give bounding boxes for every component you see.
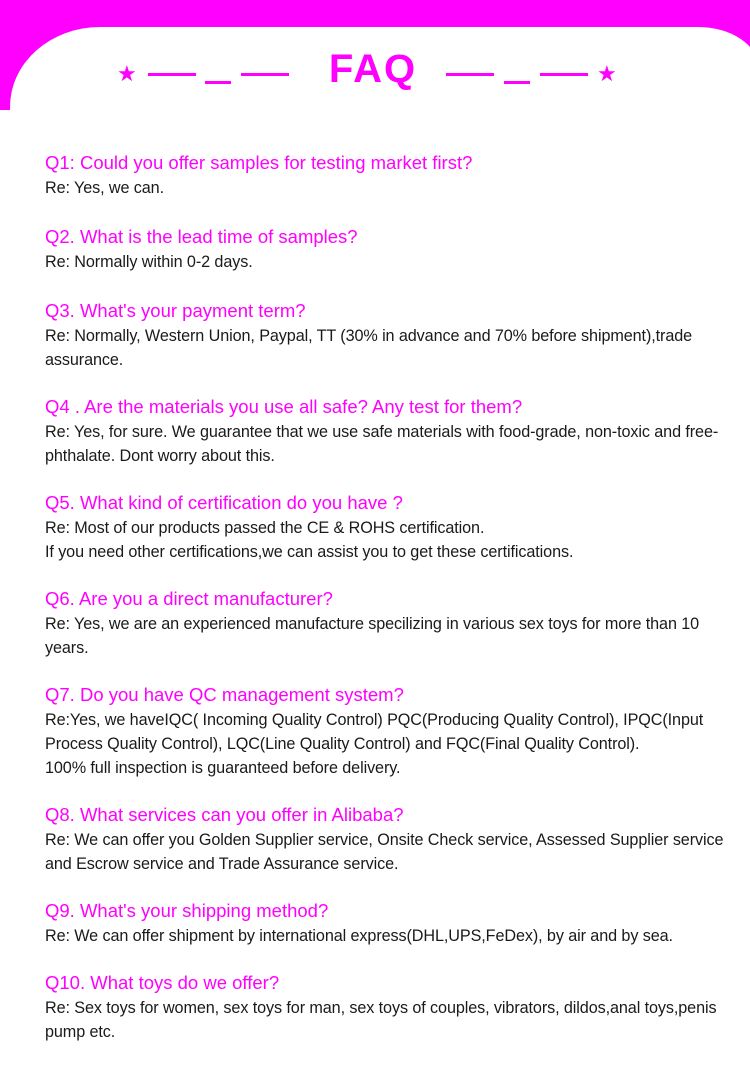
- faq-answer: [45, 612, 735, 660]
- faq-answer-line: Re: Yes, for sure. We guarantee that we use safe materials with food-grade, non-toxic and free-phthalate. Dont worry about this.: [45, 423, 719, 465]
- faq-question: Q8. What services can you offer in Alibaba?: [45, 804, 404, 825]
- faq-answer-line: Re: We can offer shipment by international express(DHL,UPS,FeDex), by air and by sea.: [45, 927, 673, 945]
- faq-answer-line: Re: Yes, we are an experienced manufacture specilizing in various sex toys for more than 10 years.: [45, 615, 700, 657]
- faq-question: Q4 . Are the materials you use all safe? Any test for them?: [45, 396, 523, 417]
- faq-answer: [45, 924, 735, 948]
- star-icon: ★: [117, 61, 137, 86]
- faq-item: [45, 298, 735, 372]
- faq-question: Q6. Are you a direct manufacturer?: [45, 588, 333, 609]
- title-dash: [504, 81, 530, 84]
- faq-item: [45, 394, 735, 468]
- faq-item: [45, 150, 735, 200]
- faq-answer-line: Re:Yes, we haveIQC( Incoming Quality Control) PQC(Producing Quality Control), IPQC(Input Process Quality Control), LQC(Line Quality Control) and FQC(Final Quality Control).: [45, 711, 704, 753]
- faq-question: Q1: Could you offer samples for testing market first?: [45, 152, 473, 173]
- faq-answer: [45, 176, 735, 200]
- title-dash: [205, 81, 231, 84]
- faq-answer: [45, 420, 735, 468]
- faq-question: Q10. What toys do we offer?: [45, 972, 280, 993]
- faq-answer-line: If you need other certifications,we can assist you to get these certifications.: [45, 543, 574, 561]
- faq-answer: [45, 996, 735, 1044]
- faq-question: Q7. Do you have QC management system?: [45, 684, 404, 705]
- title-row: [0, 45, 750, 95]
- title-dash: [148, 73, 196, 76]
- faq-question: Q5. What kind of certification do you have ?: [45, 492, 403, 513]
- title-dash: [446, 73, 494, 76]
- faq-answer: [45, 324, 735, 372]
- faq-answer: [45, 250, 735, 274]
- faq-answer-line: Re: We can offer you Golden Supplier service, Onsite Check service, Assessed Supplier service and Escrow service and Trade Assurance service.: [45, 831, 724, 873]
- faq-item: [45, 586, 735, 660]
- faq-answer-line: Re: Normally within 0-2 days.: [45, 253, 253, 271]
- star-icon: ★: [597, 61, 617, 86]
- faq-answer: [45, 516, 735, 564]
- faq-question: Q9. What's your shipping method?: [45, 900, 329, 921]
- faq-answer-line: Re: Most of our products passed the CE & ROHS certification.: [45, 519, 485, 537]
- faq-answer-line: Re: Yes, we can.: [45, 179, 164, 197]
- faq-question: Q2. What is the lead time of samples?: [45, 226, 358, 247]
- faq-question: Q3. What's your payment term?: [45, 300, 306, 321]
- faq-list: [45, 150, 735, 1044]
- title-dash: [241, 73, 289, 76]
- page-title: FAQ: [328, 47, 418, 91]
- faq-item: [45, 682, 735, 780]
- faq-item: [45, 898, 735, 948]
- faq-answer: [45, 828, 735, 876]
- title-dash: [540, 73, 588, 76]
- faq-answer-line: Re: Sex toys for women, sex toys for man, sex toys of couples, vibrators, dildos,anal toys,penis pump etc.: [45, 999, 717, 1041]
- faq-item: [45, 490, 735, 564]
- faq-answer: [45, 708, 735, 780]
- faq-answer-line: 100% full inspection is guaranteed before delivery.: [45, 759, 401, 777]
- faq-item: [45, 224, 735, 274]
- faq-answer-line: Re: Normally, Western Union, Paypal, TT (30% in advance and 70% before shipment),trade assurance.: [45, 327, 693, 369]
- faq-item: [45, 970, 735, 1044]
- faq-item: [45, 802, 735, 876]
